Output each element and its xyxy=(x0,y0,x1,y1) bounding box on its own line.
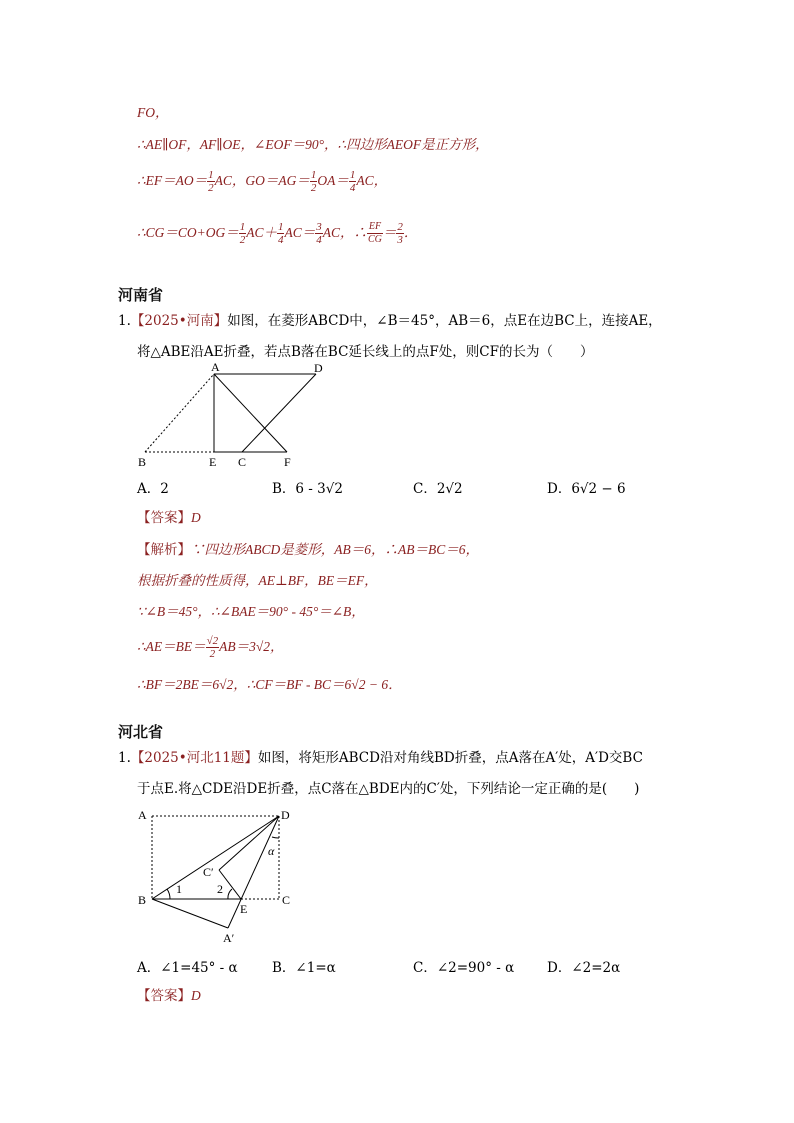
henan-analysis-line-4: ∴AE＝BE＝ $\frac{√2}{2}$ AB＝3√2， xyxy=(137,635,284,661)
fraction-quarter: $\frac{1}{4}$ xyxy=(349,169,356,195)
hebei-question-line-1: 1.【2025•河北11题】如图，将矩形ABCD沿对角线BD折叠，点A落在A′处，A′D交BC xyxy=(118,750,643,766)
henan-option-b[interactable]: B．6 - 3√2 xyxy=(272,481,343,497)
henan-option-a[interactable]: A．2 xyxy=(137,481,169,497)
hebei-option-a[interactable]: A．∠1=45° - α xyxy=(137,960,238,976)
henan-option-c[interactable]: C．2√2 xyxy=(413,481,463,497)
svg-text:C′: C′ xyxy=(203,865,214,879)
section-heading-henan: 河南省 xyxy=(118,286,164,304)
hebei-option-d[interactable]: D．∠2=2α xyxy=(547,960,621,976)
svg-text:2: 2 xyxy=(217,882,223,896)
henan-analysis-line-3: ∵∠B＝45°，∴∠BAE＝90° - 45°＝∠B， xyxy=(137,604,365,619)
svg-text:A: A xyxy=(138,808,147,822)
svg-text:D: D xyxy=(281,808,290,822)
hebei-answer: 【答案】D xyxy=(137,988,201,1004)
henan-option-d[interactable]: D．6√2 − 6 xyxy=(547,481,626,497)
henan-answer: 【答案】D xyxy=(137,510,201,526)
henan-analysis-line-2: 根据折叠的性质得，AE⊥BF，BE＝EF， xyxy=(137,573,378,588)
svg-text:E: E xyxy=(209,455,217,469)
henan-analysis-line-5: ∴BF＝2BE＝6√2，∴CF＝BF - BC＝6√2 − 6． xyxy=(137,677,402,692)
henan-figure-rhombus xyxy=(130,362,330,472)
svg-text:C: C xyxy=(282,893,291,907)
svg-text:D: D xyxy=(314,362,323,375)
svg-text:A: A xyxy=(211,362,220,374)
svg-text:1: 1 xyxy=(176,882,182,896)
henan-question-line-2: 将△ABE沿AE折叠，若点B落在BC延长线上的点F处，则CF的长为（ ） xyxy=(137,344,594,360)
fraction-root2-over-2: $\frac{√2}{2}$ xyxy=(206,635,219,661)
svg-text:E: E xyxy=(240,902,248,916)
henan-question-line-1: 1.【2025•河南】如图，在菱形ABCD中，∠B＝45°，AB＝6，点E在边BC上，连接AE， xyxy=(118,313,662,329)
prev-line-1: FO， xyxy=(137,105,169,120)
prev-line-3: ∴EF＝AO＝ $\frac{1}{2}$ AC，GO＝AG＝ $\frac{1}{2}$ OA＝ $\frac{1}{4}$ AC， xyxy=(137,169,388,195)
svg-text:A′: A′ xyxy=(223,931,235,945)
hebei-option-b[interactable]: B．∠1=α xyxy=(272,960,336,976)
fraction-half: $\frac{1}{2}$ xyxy=(310,169,317,195)
hebei-option-c[interactable]: C．∠2=90° - α xyxy=(413,960,515,976)
fraction-ef-cg: $\frac{EF}{CG}$ xyxy=(368,221,382,246)
svg-text:F: F xyxy=(284,455,291,469)
hebei-figure-rectangle xyxy=(130,803,310,948)
fraction-half: $\frac{1}{2}$ xyxy=(208,169,214,195)
section-heading-hebei: 河北省 xyxy=(118,723,164,741)
prev-line-4: ∴CG＝CO+OG＝ $\frac{1}{2}$ AC＋ $\frac{1}{4}$ AC＝ $\frac{3}{4}$ AC，∴ $\frac{EF}{CG}$ ＝ $\frac{2}{3}$ ． xyxy=(137,221,418,247)
svg-text:α: α xyxy=(268,844,275,858)
prev-line-2: ∴AE∥OF，AF∥OE，∠EOF＝90°，∴四边形AEOF是正方形， xyxy=(137,137,489,152)
svg-text:B: B xyxy=(138,455,147,469)
svg-text:C: C xyxy=(238,455,247,469)
svg-text:B: B xyxy=(138,893,147,907)
henan-analysis-line-1: 【解析】∵四边形ABCD是菱形，AB＝6，∴AB＝BC＝6， xyxy=(137,542,479,558)
hebei-question-line-2: 于点E.将△CDE沿DE折叠，点C落在△BDE内的C′处，下列结论一定正确的是( ) xyxy=(137,781,640,797)
